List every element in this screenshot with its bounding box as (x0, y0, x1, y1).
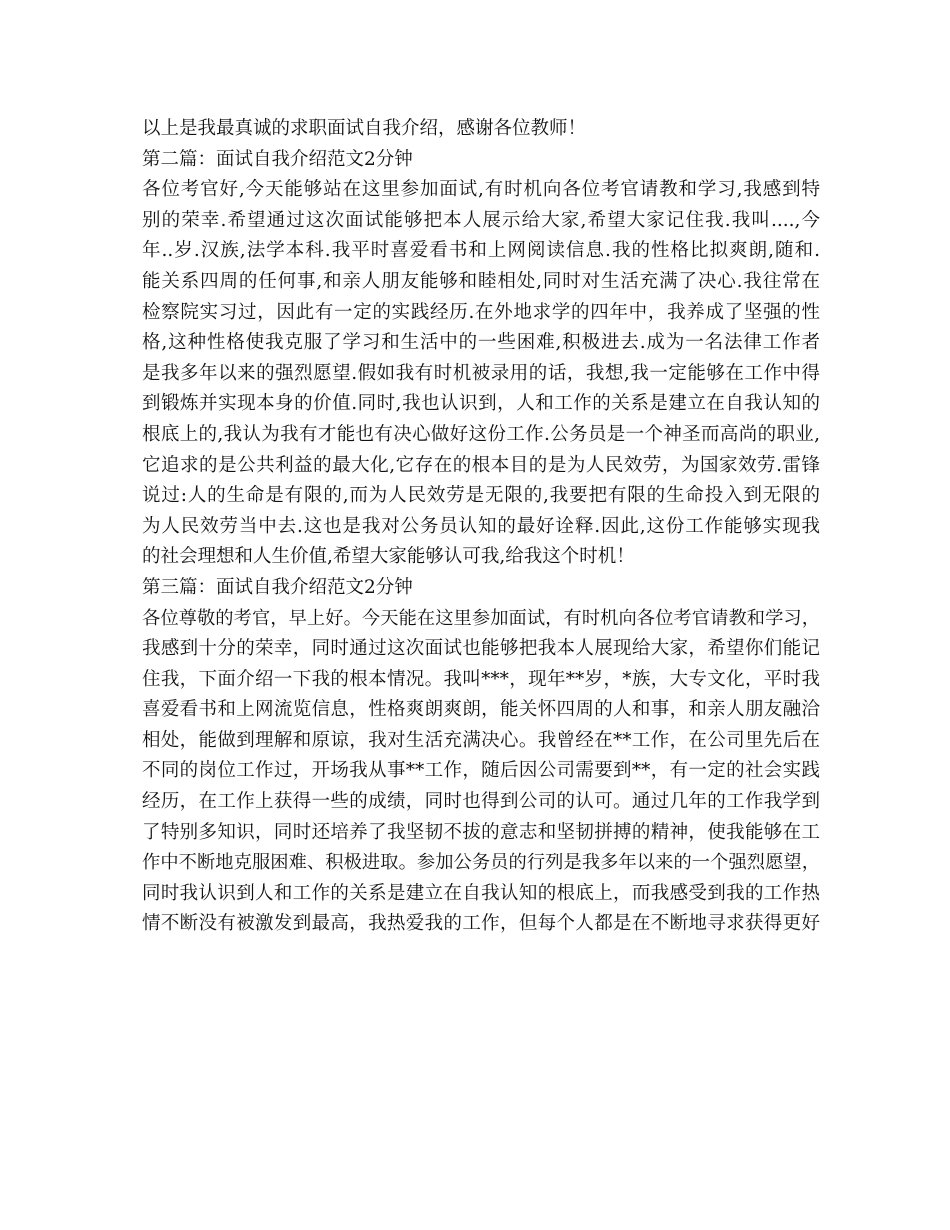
body-line: 别的荣幸.希望通过这次面试能够把本人展示给大家,希望大家记住我.我叫....,今 (142, 209, 820, 231)
body-line: 住我，下面介绍一下我的根本情况。我叫***，现年**岁，*族，大专文化，平时我 (142, 668, 820, 690)
body-line: 了特别多知识，同时还培养了我坚韧不拔的意志和坚韧拼搏的精神，使我能够在工 (142, 821, 820, 843)
body-line: 经历，在工作上获得一些的成绩，同时也得到公司的认可。通过几年的工作我学到 (142, 791, 820, 813)
body-line: 各位尊敬的考官，早上好。今天能在这里参加面试，有时机向各位考官请教和学习， (142, 607, 820, 629)
body-line: 为人民效劳当中去.这也是我对公务员认知的最好诠释.因此,这份工作能够实现我 (142, 515, 820, 537)
body-line: 说过:人的生命是有限的,而为人民效劳是无限的,我要把有限的生命投入到无限的 (142, 485, 820, 507)
body-line: 喜爱看书和上网流览信息，性格爽朗爽朗，能关怀四周的人和事，和亲人朋友融洽 (142, 699, 820, 721)
body-line: 能关系四周的任何事,和亲人朋友能够和睦相处,同时对生活充满了决心.我往常在 (142, 270, 820, 292)
body-line: 到锻炼并实现本身的价值.同时,我也认识到，人和工作的关系是建立在自我认知的 (142, 393, 820, 415)
body-line: 检察院实习过，因此有一定的实践经历.在外地求学的四年中，我养成了坚强的性 (142, 301, 820, 323)
body-line: 的社会理想和人生价值,希望大家能够认可我,给我这个时机！ (142, 546, 635, 568)
body-line: 是我多年以来的强烈愿望.假如我有时机被录用的话，我想,我一定能够在工作中得 (142, 362, 820, 384)
body-line: 我感到十分的荣幸，同时通过这次面试也能够把我本人展现给大家，希望你们能记 (142, 638, 820, 660)
body-line: 年..岁.汉族,法学本科.我平时喜爱看书和上网阅读信息.我的性格比拟爽朗,随和. (142, 240, 820, 262)
body-line: 格,这种性格使我克服了学习和生活中的一些困难,积极进去.成为一名法律工作者 (142, 332, 820, 354)
document-page (142, 114, 820, 940)
body-line: 不同的岗位工作过，开场我从事**工作，随后因公司需要到**，有一定的社会实践 (142, 760, 820, 782)
body-line: 各位考官好,今天能够站在这里参加面试,有时机向各位考官请教和学习,我感到特 (142, 179, 820, 201)
body-line: 它追求的是公共利益的最大化,它存在的根本目的是为人民效劳，为国家效劳.雷锋 (142, 454, 820, 476)
closing-line: 以上是我最真诚的求职面试自我介绍，感谢各位教师！ (142, 118, 587, 139)
body-line: 同时我认识到人和工作的关系是建立在自我认知的根底上，而我感受到我的工作热 (142, 882, 820, 904)
body-line: 情不断没有被激发到最高，我热爱我的工作，但每个人都是在不断地寻求获得更好 (142, 913, 820, 935)
body-line: 相处，能做到理解和原谅，我对生活充满决心。我曾经在**工作，在公司里先后在 (142, 729, 820, 751)
section-heading-2: 第二篇：面试自我介绍范文2分钟 (142, 148, 413, 170)
section-heading-3: 第三篇：面试自我介绍范文2分钟 (142, 576, 413, 598)
body-line: 根底上的,我认为我有才能也有决心做好这份工作.公务员是一个神圣而高尚的职业, (142, 423, 820, 445)
body-line: 作中不断地克服困难、积极进取。参加公务员的行列是我多年以来的一个强烈愿望， (142, 852, 820, 874)
